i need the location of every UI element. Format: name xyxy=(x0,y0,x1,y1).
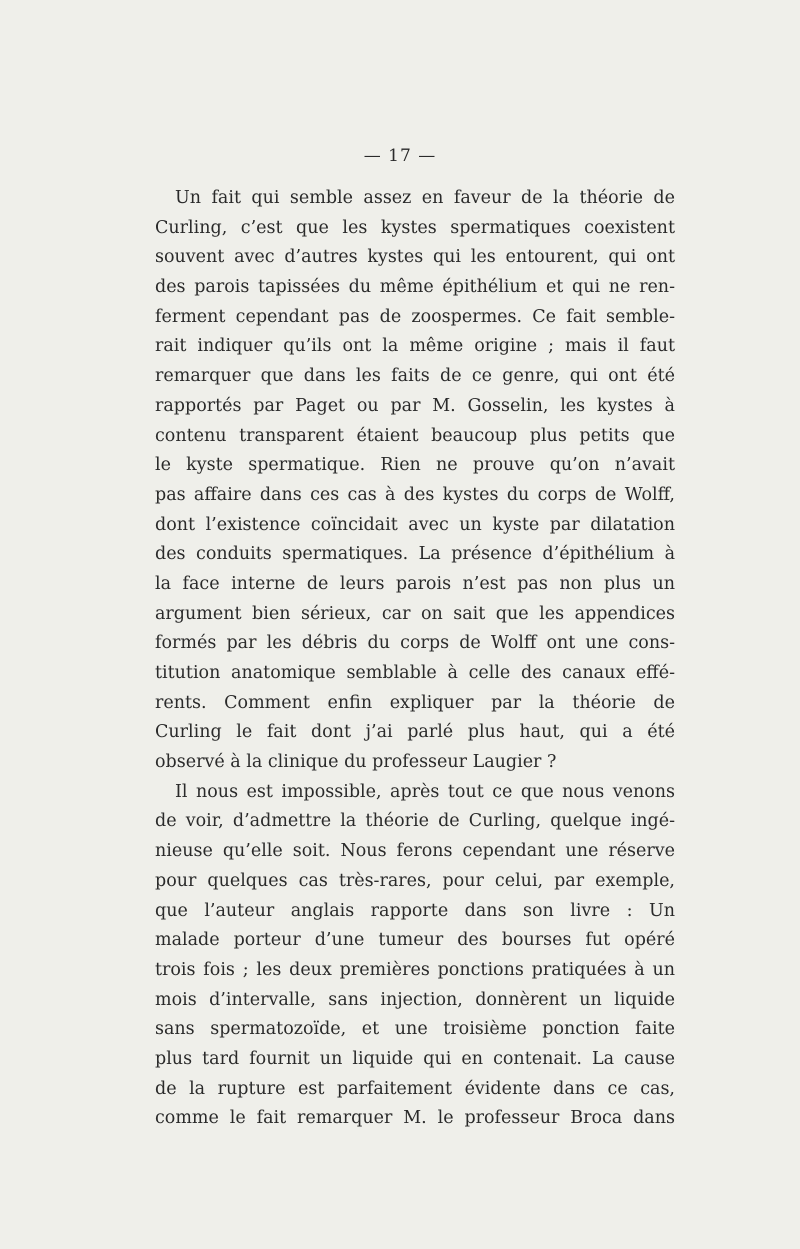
text-line: titution anatomique semblable à celle des canaux effé- xyxy=(155,663,675,683)
text-line: plus tard fournit un liquide qui en contenait. La cause xyxy=(155,1048,675,1069)
text-line: pas affaire dans ces cas à des kystes du corps de Wolff, xyxy=(155,484,675,505)
text-line: ferment cependant pas de zoospermes. Ce fait semble- xyxy=(155,306,675,327)
text-line: trois fois ; les deux premières ponctions pratiquées à un xyxy=(155,959,675,980)
text-line: rents. Comment enfin expliquer par la théorie de xyxy=(155,692,675,713)
text-line: rait indiquer qu’ils ont la même origine ; mais il faut xyxy=(155,336,675,357)
text-line: remarquer que dans les faits de ce genre, qui ont été xyxy=(155,366,675,387)
text-line: Un fait qui semble assez en faveur de la théorie de xyxy=(175,188,675,208)
text-line: formés par les débris du corps de Wolff ont une cons- xyxy=(155,633,675,654)
text-line: de voir, d’admettre la théorie de Curling, quelque ingé- xyxy=(155,811,675,832)
text-line: Il nous est impossible, après tout ce que nous venons xyxy=(175,781,675,802)
text-line: rapportés par Paget ou par M. Gosselin, les kystes à xyxy=(155,395,675,416)
text-line: contenu transparent étaient beaucoup plus petits que xyxy=(155,425,675,446)
text-line: des parois tapissées du même épithélium et qui ne ren- xyxy=(155,277,675,298)
text-line: observé à la clinique du professeur Laugier ? xyxy=(155,752,557,773)
text-line: comme le fait remarquer M. le professeur Broca dans xyxy=(155,1108,675,1129)
text-line: la face interne de leurs parois n’est pas non plus un xyxy=(155,573,675,594)
body-text xyxy=(155,184,675,1134)
text-line: Curling le fait dont j’ai parlé plus haut, qui a été xyxy=(155,722,675,743)
text-line: des conduits spermatiques. La présence d’épithélium à xyxy=(155,544,675,565)
text-line: mois d’intervalle, sans injection, donnèrent un liquide xyxy=(155,989,675,1010)
text-line: pour quelques cas très-rares, pour celui, par exemple, xyxy=(155,870,675,891)
text-line: argument bien sérieux, car on sait que les appendices xyxy=(155,603,675,624)
text-line: dont l’existence coïncidait avec un kyste par dilatation xyxy=(155,514,675,535)
page-number: — 17 — xyxy=(363,146,437,166)
text-line: le kyste spermatique. Rien ne prouve qu’on n’avait xyxy=(155,455,675,476)
text-line: de la rupture est parfaitement évidente dans ce cas, xyxy=(155,1078,675,1099)
text-line: Curling, c’est que les kystes spermatiques coexistent xyxy=(155,217,675,238)
text-line: sans spermatozoïde, et une troisième ponction faite xyxy=(155,1019,675,1040)
text-line: que l’auteur anglais rapporte dans son livre : Un xyxy=(155,900,675,921)
text-line: malade porteur d’une tumeur des bourses fut opéré xyxy=(155,930,675,951)
text-line: nieuse qu’elle soit. Nous ferons cependant une réserve xyxy=(155,841,675,862)
text-line: souvent avec d’autres kystes qui les entourent, qui ont xyxy=(155,247,675,268)
